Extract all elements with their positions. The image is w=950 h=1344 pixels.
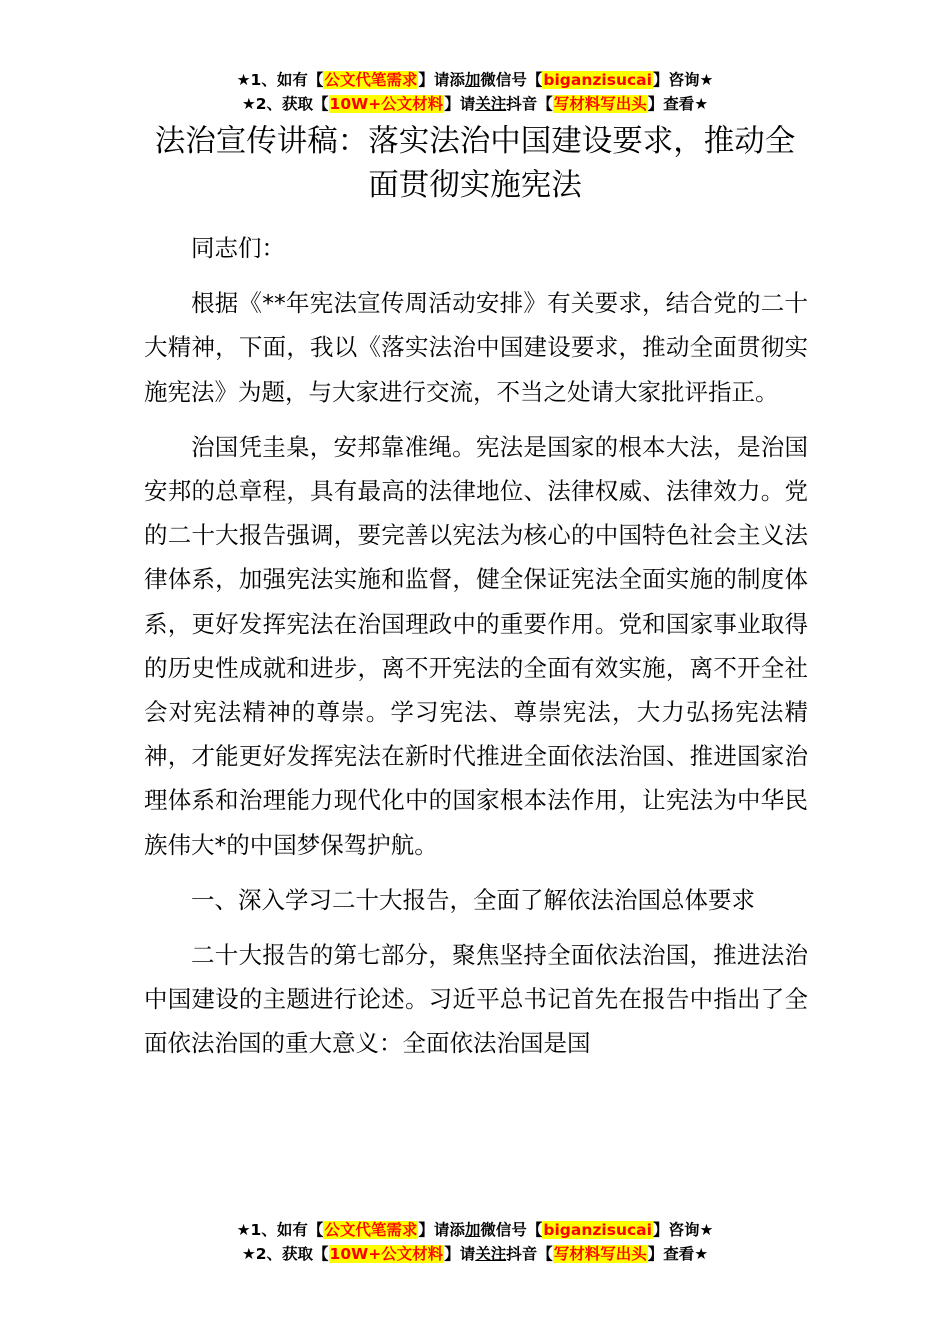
promo-highlight: 10W+公文材料	[329, 1245, 444, 1263]
promo-highlight: 10W+公文材料	[329, 95, 444, 113]
promo-highlight: biganzisucai	[543, 71, 652, 89]
promo-highlight: 公文代笔需求	[324, 71, 418, 89]
promo-text: 微信号【	[480, 71, 543, 89]
body-paragraph: 根据《**年宪法宣传周活动安排》有关要求，结合党的二十大精神，下面，我以《落实法治中国建设要求，推动全面贯彻实施宪法》为题，与大家进行交流，不当之处请大家批评指正。	[144, 289, 808, 406]
promo-text: 抖音【	[506, 95, 553, 113]
salutation: 同志们：	[191, 234, 285, 262]
promo-line-2	[0, 1242, 950, 1266]
promo-highlight: 写材料写出头	[553, 1245, 647, 1263]
promo-line-1	[0, 68, 950, 92]
promo-text: 微信号【	[480, 1221, 543, 1239]
promo-line-1	[0, 1218, 950, 1242]
promo-text: 】请添	[418, 1221, 465, 1239]
promo-text: 】请	[444, 95, 476, 113]
document-title: 法治宣传讲稿：落实法治中国建设要求，推动全面贯彻实施宪法	[154, 124, 796, 203]
promo-text: 抖音【	[506, 1245, 553, 1263]
promo-underlined-text: 关注	[475, 1245, 507, 1263]
promo-highlight: 写材料写出头	[553, 95, 647, 113]
promo-underlined-text: 加	[464, 71, 481, 89]
promo-text: 】请	[444, 1245, 476, 1263]
promo-banner-bottom	[0, 1218, 950, 1266]
promo-highlight: 公文代笔需求	[324, 1221, 418, 1239]
promo-text: 】查看★	[647, 1245, 709, 1263]
document-body	[144, 226, 808, 1077]
promo-text: ★2、获取【	[241, 1245, 329, 1263]
promo-text: ★1、如有【	[236, 71, 324, 89]
promo-text: ★2、获取【	[241, 95, 329, 113]
promo-underlined-text: 关注	[475, 95, 507, 113]
body-paragraph: 治国凭圭臬，安邦靠准绳。宪法是国家的根本大法，是治国安邦的总章程，具有最高的法律地位、法律权威、法律效力。党的二十大报告强调，要完善以宪法为核心的中国特色社会主义法律体系，加强宪法实施和监督，健全保证宪法全面实施的制度体系，更好发挥宪法在治国理政中的重要作用。党和国家事业取得的历史性成就和进步，离不开宪法的全面有效实施，离不开全社会对宪法精神的尊崇。学习宪法、尊崇宪法，大力弘扬宪法精神，才能更好发挥宪法在新时代推进全面依法治国、推进国家治理体系和治理能力现代化中的国家根本法作用，让宪法为中华民族伟大*的中国梦保驾护航。	[144, 432, 808, 859]
promo-text: 】咨询★	[652, 1221, 714, 1239]
promo-text: 】请添	[418, 71, 465, 89]
promo-underlined-text: 加	[464, 1221, 481, 1239]
promo-text: 】咨询★	[652, 71, 714, 89]
section-heading: 一、深入学习二十大报告，全面了解依法治国总体要求	[191, 885, 755, 914]
promo-banner-top	[0, 68, 950, 116]
promo-text: ★1、如有【	[236, 1221, 324, 1239]
promo-line-2	[0, 92, 950, 116]
promo-text: 】查看★	[647, 95, 709, 113]
promo-highlight: biganzisucai	[543, 1221, 652, 1239]
body-paragraph: 二十大报告的第七部分，聚焦坚持全面依法治国，推进法治中国建设的主题进行论述。习近平总书记首先在报告中指出了全面依法治国的重大意义：全面依法治国是国	[144, 941, 808, 1058]
